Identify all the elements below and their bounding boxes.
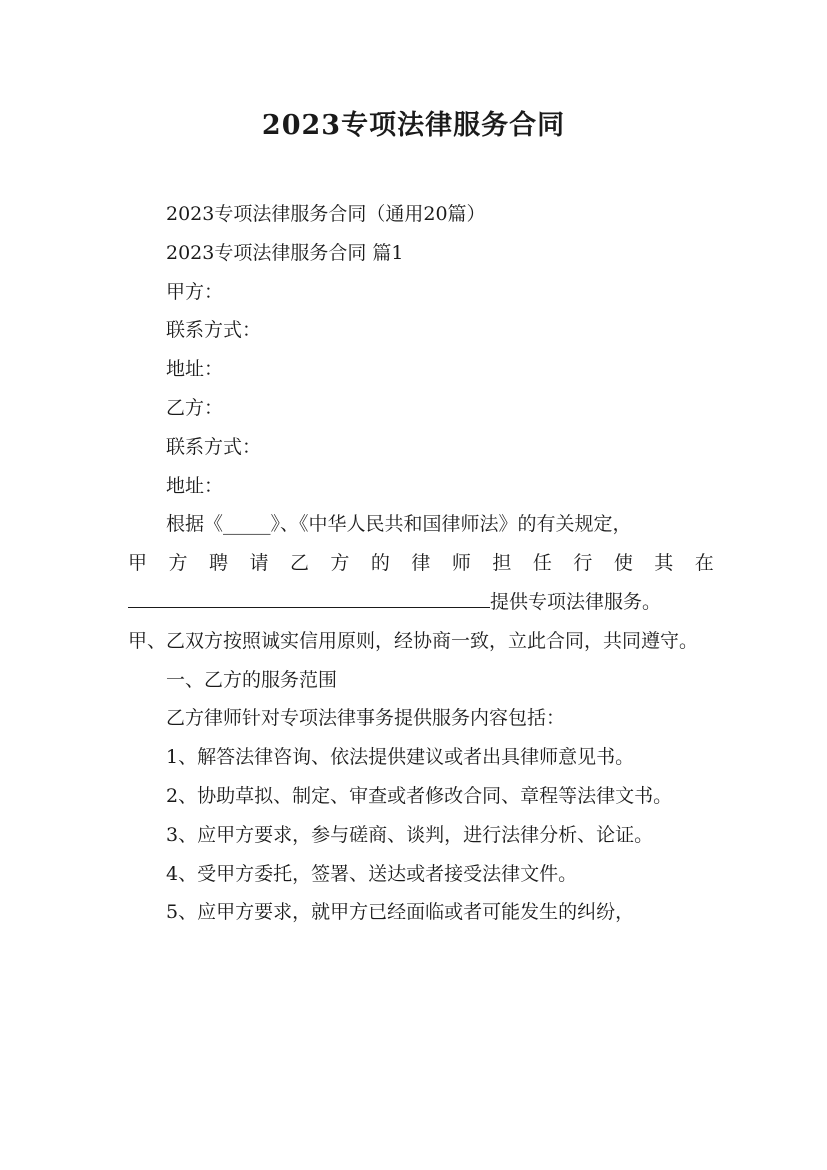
- chapter-heading: 2023专项法律服务合同 篇1: [166, 241, 404, 264]
- section-1-items: [128, 738, 714, 932]
- service-item: 2、协助草拟、制定、审查或者修改合同、章程等法律文书。: [166, 784, 673, 807]
- service-item: 5、应甲方要求，就甲方已经面临或者可能发生的纠纷，: [166, 901, 635, 924]
- preamble-blank-2: [128, 588, 490, 608]
- document-body: [128, 195, 714, 932]
- preamble-char: 行: [573, 552, 593, 575]
- preamble-line-3: [128, 583, 714, 622]
- preamble-char: 的: [370, 552, 390, 575]
- service-item: 4、受甲方委托，签署、送达或者接受法律文件。: [166, 862, 578, 885]
- preamble-char: 请: [249, 552, 269, 575]
- preamble-blank-1: _____: [223, 513, 271, 536]
- section-1-heading: 一、乙方的服务范围: [166, 668, 338, 691]
- preamble-char: 师: [451, 552, 471, 575]
- party-b-label: 乙方：: [166, 396, 224, 419]
- party-a-label: 甲方：: [166, 280, 224, 303]
- preamble-char: 聘: [208, 552, 228, 575]
- preamble-char: 方: [168, 552, 188, 575]
- preamble-part-1: 根据《: [166, 513, 224, 536]
- preamble-line-4: 甲、乙双方按照诚实信用原则，经协商一致，立此合同，共同遵守。: [128, 629, 699, 652]
- party-b-address: 地址：: [166, 474, 224, 497]
- service-item: 1、解答法律咨询、依法提供建议或者出具律师意见书。: [166, 746, 635, 769]
- party-a-address: 地址：: [166, 358, 224, 381]
- preamble-char: 乙: [289, 552, 309, 575]
- service-item: 3、应甲方要求，参与磋商、谈判，进行法律分析、论证。: [166, 823, 654, 846]
- preamble-char: 任: [532, 552, 552, 575]
- document-title: 2023专项法律服务合同: [261, 110, 566, 141]
- document-subtitle: 2023专项法律服务合同（通用20篇）: [166, 203, 486, 225]
- preamble-char: 方: [330, 552, 350, 575]
- preamble-line-2: [128, 544, 714, 583]
- preamble-line-1: [128, 505, 714, 544]
- preamble-char: 担: [492, 552, 512, 575]
- preamble-char: 甲: [128, 552, 148, 575]
- preamble-part-4: 提供专项法律服务。: [490, 590, 662, 613]
- party-a-contact: 联系方式：: [166, 319, 262, 342]
- preamble-part-2: 》、《中华人民共和国律师法》的有关规定，: [270, 513, 632, 536]
- section-1-intro: 乙方律师针对专项法律事务提供服务内容包括：: [166, 707, 566, 730]
- preamble-char: 其: [654, 552, 674, 575]
- preamble-char: 在: [694, 552, 714, 575]
- party-b-contact: 联系方式：: [166, 435, 262, 458]
- preamble-char: 律: [411, 552, 431, 575]
- preamble-char: 使: [613, 552, 633, 575]
